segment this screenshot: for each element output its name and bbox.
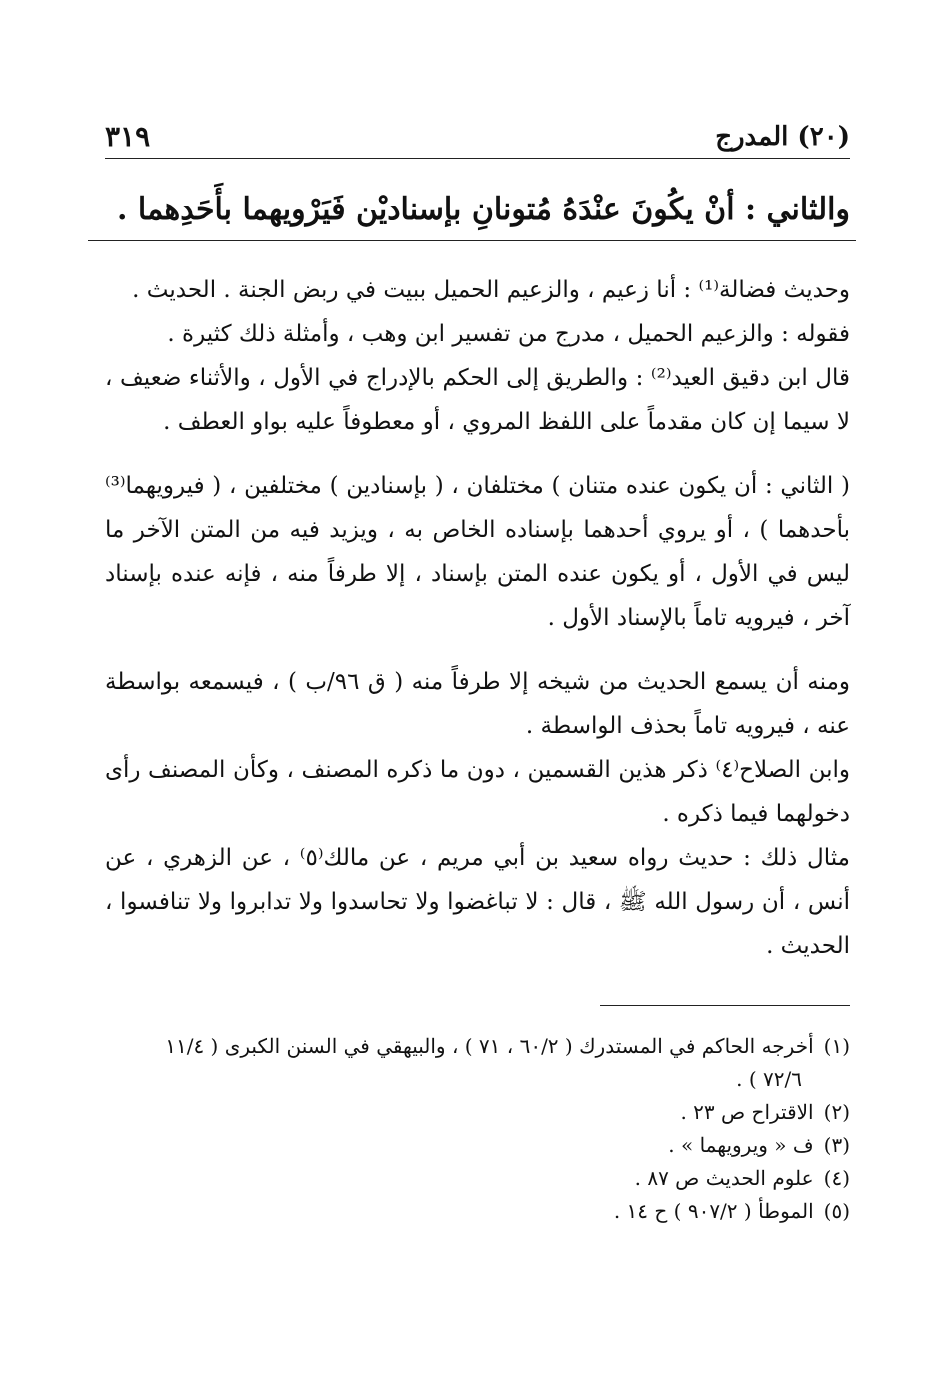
paragraph: ( الثاني : أن يكون عنده متنان ) مختلفان ، ( بإسنادين ) مختلفين ، ( فيرويهما⁽³⁾ بأحدهما ) ، أو يروي أحدهما بإسناده الخاص به ، ويزيد فيه من المتن الآخر ما ليس في الأول ، أو يكون عنده المتن بإسناد ، إلا طرفاً منه ، فإنه عنده بإسناد آخر ، فيرويه تاماً بالإسناد الأول . xyxy=(105,473,850,631)
paragraph: وابن الصلاح⁽٤⁾ ذكر هذين القسمين ، دون ما ذكره المصنف ، وكأن المصنف رأى دخولهما فيما ذكره . xyxy=(105,757,850,827)
matn-line: والثاني : أنْ يكُونَ عنْدَهُ مُتونانِ بإسناديْن فَيَرْويهما بأَحَدِهما . xyxy=(117,192,850,227)
chapter-title: (٢٠) المدرج xyxy=(715,122,850,152)
footnote xyxy=(105,1162,850,1195)
footnote-number: (١) xyxy=(823,1034,850,1058)
footnote-text: ٧٢/٦ ) . xyxy=(736,1067,802,1091)
footnote-text: علوم الحديث ص ٨٧ . xyxy=(634,1166,814,1190)
paragraph: قال ابن دقيق العيد⁽²⁾ : والطريق إلى الحكم بالإدراج في الأول ، والأثناء ضعيف ، لا سيما إن كان مقدماً على اللفظ المروي ، أو معطوفاً عليه بواو العطف . xyxy=(105,365,851,435)
footnote-number: (٢) xyxy=(823,1100,850,1124)
footnote-number: (٣) xyxy=(823,1133,850,1157)
footnote-number: (٤) xyxy=(823,1166,850,1190)
footnote-number: (٥) xyxy=(823,1199,850,1223)
footnote xyxy=(105,1030,850,1063)
footnote xyxy=(105,1129,850,1162)
page-number: ٣١٩ xyxy=(105,120,151,153)
paragraph: مثال ذلك : حديث رواه سعيد بن أبي مريم ، عن مالك⁽٥⁾ ، عن الزهري ، عن أنس ، أن رسول الله ﷺ ، قال : لا تباغضوا ولا تحاسدوا ولا تدابروا ولا تنافسوا ، الحديث . xyxy=(105,845,850,959)
paragraph: وحديث فضالة⁽¹⁾ : أنا زعيم ، والزعيم الحميل ببيت في ربض الجنة . الحديث . xyxy=(132,277,850,303)
footnote-text: الموطأ ( ٩٠٧/٢ ) ح ١٤ . xyxy=(613,1199,814,1223)
footnote-text: أخرجه الحاكم في المستدرك ( ٦٠/٢ ، ٧١ ) ، والبيهقي في السنن الكبرى ( ١١/٤ xyxy=(165,1034,814,1058)
paragraph: ومنه أن يسمع الحديث من شيخه إلا طرفاً منه ( ق ٩٦/ب ) ، فيسمعه بواسطة عنه ، فيرويه تاماً بحذف الواسطة . xyxy=(105,669,850,739)
commentary-body xyxy=(105,268,850,968)
running-header xyxy=(105,118,850,159)
paragraph: فقوله : والزعيم الحميل ، مدرج من تفسير ابن وهب ، وأمثلة ذلك كثيرة . xyxy=(167,321,850,347)
footnote-continuation xyxy=(105,1063,850,1096)
footnote-text: الاقتراح ص ٢٣ . xyxy=(680,1100,814,1124)
footnote xyxy=(105,1096,850,1129)
footnotes xyxy=(105,1030,850,1228)
matn-divider xyxy=(88,240,856,241)
footnote-text: ف « ويرويهما » . xyxy=(668,1133,814,1157)
footnote-divider xyxy=(600,1005,850,1006)
footnote xyxy=(105,1195,850,1228)
